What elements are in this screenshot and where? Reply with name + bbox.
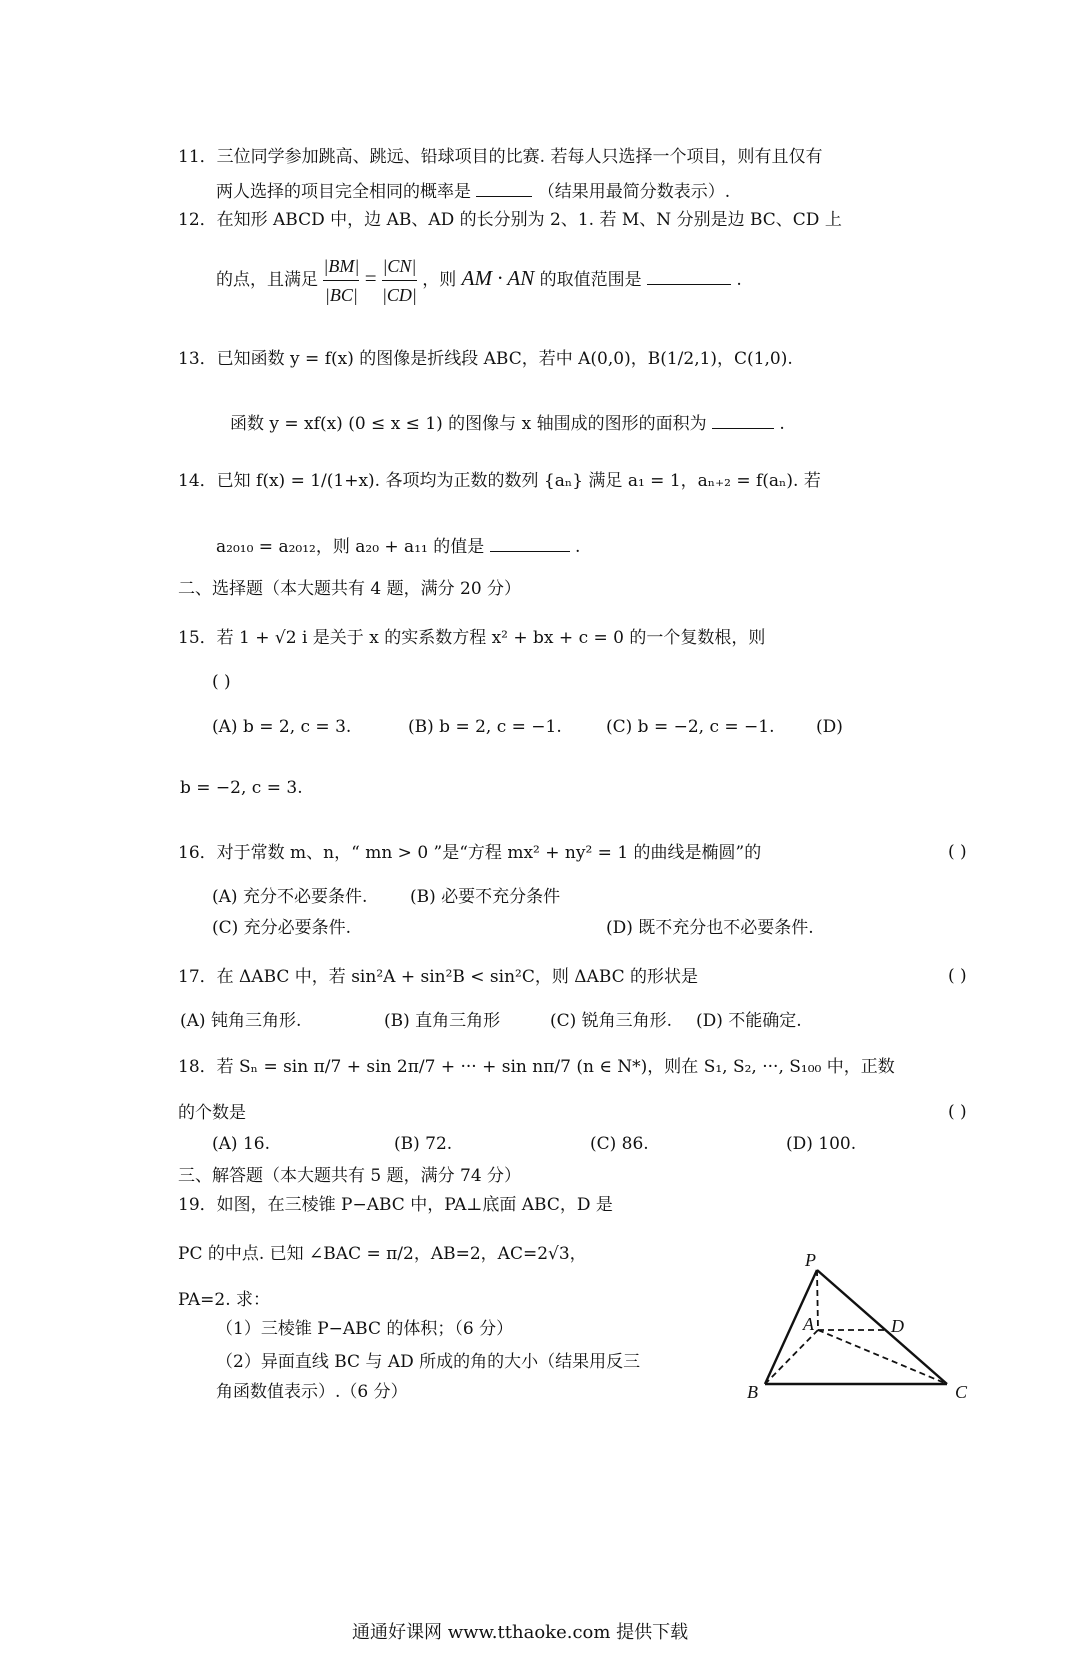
q19-part2-line1: （2）异面直线 BC 与 AD 所成的角的大小（结果用反三: [216, 1352, 641, 1372]
q16-option-b[interactable]: (B) 必要不充分条件: [410, 887, 561, 907]
q15-line1: 15．若 1 + √2 i 是关于 x 的实系数方程 x² + bx + c = 0 的一个复数根，则: [178, 628, 766, 648]
q12-fraction-1-denominator: |BC|: [324, 285, 358, 305]
q12-answer-blank[interactable]: [647, 266, 731, 285]
q15-option-a[interactable]: (A) b = 2, c = 3.: [212, 717, 352, 737]
q13-line1: 13．已知函数 y = f(x) 的图像是折线段 ABC，若中 A(0,0)，B(1/2,1)，C(1,0).: [178, 349, 793, 369]
q18-option-a[interactable]: (A) 16.: [212, 1134, 270, 1154]
q16-option-d[interactable]: (D) 既不充分也不必要条件.: [606, 918, 814, 938]
q17-option-d[interactable]: (D) 不能确定.: [696, 1011, 802, 1031]
q12-end: .: [736, 270, 742, 290]
q14-line1: 14．已知 f(x) = 1/(1+x). 各项均为正数的数列 {aₙ} 满足 a₁ = 1，aₙ₊₂ = f(aₙ). 若: [178, 471, 821, 491]
q18-answer-paren[interactable]: ( ): [948, 1102, 967, 1122]
q19-part1: （1）三棱锥 P−ABC 的体积；（6 分）: [216, 1319, 514, 1339]
q19-line1: 19．如图，在三棱锥 P−ABC 中，PA⊥底面 ABC，D 是: [178, 1195, 613, 1215]
q17-answer-paren[interactable]: ( ): [948, 966, 967, 986]
q12-line2: [216, 252, 742, 309]
q12-pre: 的点，且满足: [216, 270, 318, 290]
section-3-heading: 三、解答题（本大题共有 5 题，满分 74 分）: [178, 1166, 522, 1186]
label-c: C: [955, 1382, 968, 1402]
q15-option-c[interactable]: (C) b = −2, c = −1.: [606, 717, 775, 737]
q11-line2: [216, 178, 730, 203]
q18-option-b[interactable]: (B) 72.: [394, 1134, 453, 1154]
q12-mid: ，则: [422, 270, 457, 290]
q16-line1: 16．对于常数 m、n，“ mn > 0 ”是“方程 mx² + ny² = 1 的曲线是椭圆”的: [178, 843, 762, 863]
label-a: A: [803, 1314, 814, 1334]
q17-line1: 17．在 ΔABC 中，若 sin²A + sin²B < sin²C，则 ΔABC 的形状是: [178, 967, 699, 987]
q14-line2: [216, 533, 580, 558]
q13-end: .: [779, 414, 785, 434]
q18-line2: 的个数是: [178, 1103, 246, 1123]
q17-option-a[interactable]: (A) 钝角三角形.: [180, 1011, 302, 1031]
edge-ab-hidden: [765, 1330, 818, 1384]
q17-option-c[interactable]: (C) 锐角三角形.: [550, 1011, 673, 1031]
edge-pc: [817, 1270, 947, 1384]
q13-answer-blank[interactable]: [712, 410, 774, 429]
q17-option-b[interactable]: (B) 直角三角形: [384, 1011, 501, 1031]
q14-end: .: [575, 537, 581, 557]
q13-line2: [230, 410, 785, 435]
q15-answer-paren[interactable]: ( ): [212, 672, 231, 692]
q11-line2-text: 两人选择的项目完全相同的概率是: [216, 182, 471, 202]
edge-ac-hidden: [818, 1330, 947, 1384]
q16-answer-paren[interactable]: ( ): [948, 842, 967, 862]
q12-fraction-2: [382, 252, 417, 309]
q12-fraction-1: [323, 252, 359, 309]
footer-source: 通通好课网 www.tthaoke.com 提供下载: [352, 1622, 689, 1643]
q12-dot-product: AM · AN: [461, 266, 535, 290]
q12-equals: =: [364, 266, 377, 290]
q11-line2-tail: （结果用最简分数表示）.: [537, 182, 731, 202]
q14-line2-text: a₂₀₁₀ = a₂₀₁₂，则 a₂₀ + a₁₁ 的值是: [216, 537, 485, 557]
q11-line1: 11．三位同学参加跳高、跳远、铅球项目的比赛. 若每人只选择一个项目，则有且仅有: [178, 147, 823, 167]
q12-fraction-2-numerator: |CN|: [382, 252, 417, 281]
q15-option-b[interactable]: (B) b = 2, c = −1.: [408, 717, 562, 737]
q16-option-a[interactable]: (A) 充分不必要条件.: [212, 887, 368, 907]
section-2-heading: 二、选择题（本大题共有 4 题，满分 20 分）: [178, 579, 522, 599]
label-b: B: [747, 1382, 758, 1402]
q19-part2-line2: 角函数值表示）.（6 分）: [216, 1382, 408, 1402]
q12-fraction-1-numerator: |BM|: [323, 252, 359, 281]
q12-line1: 12．在知形 ABCD 中，边 AB、AD 的长分别为 2、1. 若 M、N 分别是边 BC、CD 上: [178, 210, 842, 230]
q18-option-d[interactable]: (D) 100.: [786, 1134, 857, 1154]
edge-pa-hidden: [817, 1270, 818, 1330]
q18-line1: 18．若 Sₙ = sin π/7 + sin 2π/7 + ··· + sin nπ/7 (n ∈ N*)，则在 S₁, S₂, ···, S₁₀₀ 中，正数: [178, 1057, 895, 1077]
q12-tail: 的取值范围是: [539, 270, 642, 290]
q13-line2-text: 函数 y = xf(x) (0 ≤ x ≤ 1) 的图像与 x 轴围成的图形的面积为: [230, 414, 707, 434]
tetrahedron-figure: [747, 1250, 995, 1420]
q11-answer-blank[interactable]: [476, 178, 532, 197]
q19-line3: PA=2. 求：: [178, 1290, 271, 1310]
label-p: P: [805, 1250, 816, 1270]
label-d: D: [891, 1316, 904, 1336]
q15-option-d[interactable]: b = −2, c = 3.: [180, 778, 303, 798]
q14-answer-blank[interactable]: [490, 533, 570, 552]
q15-option-d-label[interactable]: (D): [816, 717, 843, 737]
q12-fraction-2-denominator: |CD|: [381, 285, 417, 305]
q16-option-c[interactable]: (C) 充分必要条件.: [212, 918, 352, 938]
q19-line2: PC 的中点. 已知 ∠BAC = π/2，AB=2，AC=2√3，: [178, 1244, 587, 1264]
q18-option-c[interactable]: (C) 86.: [590, 1134, 649, 1154]
